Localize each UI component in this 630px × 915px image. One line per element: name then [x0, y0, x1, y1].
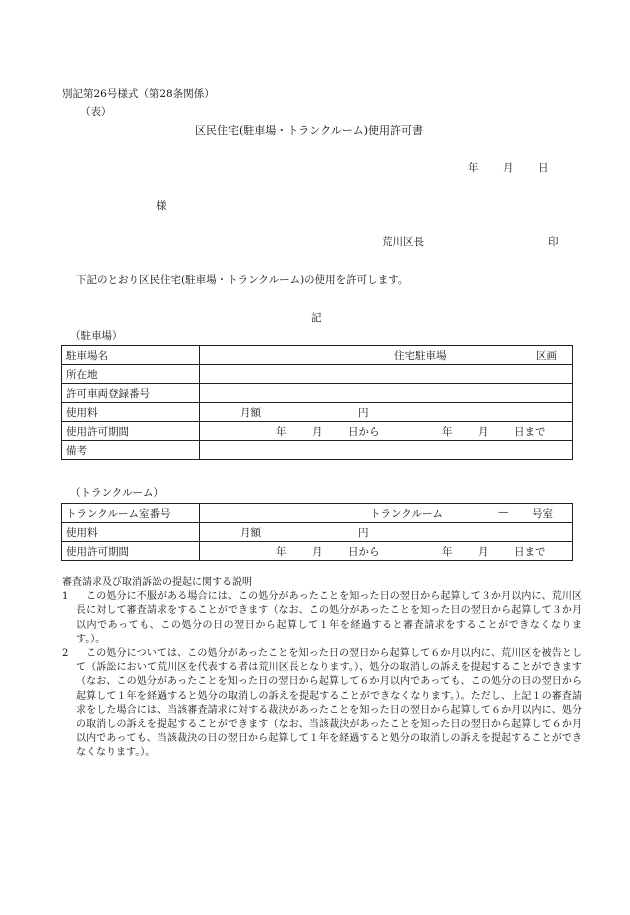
trunk-fee-prefix: 月額	[240, 527, 261, 539]
parking-row-remarks	[62, 441, 573, 460]
trunk-period-end-day: 日まで	[514, 546, 546, 558]
parking-fee-prefix: 月額	[240, 407, 261, 419]
parking-fee-value[interactable]	[200, 403, 573, 422]
parking-remarks-value[interactable]	[200, 441, 573, 460]
parking-space-suffix: 区画	[536, 350, 557, 362]
parking-row-period	[62, 422, 573, 441]
trunk-room-dash: —	[498, 506, 509, 518]
page-title: 区民住宅(駐車場・トランクルーム)使用許可書	[195, 124, 424, 137]
parking-name-value[interactable]	[200, 346, 573, 365]
trunk-room-value[interactable]	[200, 504, 573, 523]
trunk-period-value[interactable]	[200, 542, 573, 561]
notes-item-number: 2	[62, 648, 69, 660]
parking-name-label: 駐車場名	[62, 346, 200, 365]
intro-statement: 下記のとおり区民住宅(駐車場・トランクルーム)の使用を許可します。	[76, 274, 409, 286]
parking-period-start-year: 年	[276, 426, 287, 438]
notes-item	[62, 647, 582, 761]
parking-row-name	[62, 346, 573, 365]
trunk-table	[61, 503, 573, 561]
parking-period-value[interactable]	[200, 422, 573, 441]
trunk-row-fee	[62, 523, 573, 542]
parking-name-suffix: 住宅駐車場	[394, 350, 447, 362]
trunk-room-mid: トランクルーム	[370, 508, 443, 520]
parking-remarks-label: 備考	[62, 441, 200, 460]
parking-address-label: 所在地	[62, 365, 200, 384]
date-month-label: 月	[503, 162, 514, 174]
trunk-period-end-month: 月	[478, 546, 489, 558]
trunk-period-start-month: 月	[312, 546, 323, 558]
parking-period-label: 使用許可期間	[62, 422, 200, 441]
trunk-row-period	[62, 542, 573, 561]
notes-heading: 審査請求及び取消訴訟の提起に関する説明	[62, 577, 252, 588]
notes-item-text: この処分については、この処分があったことを知った日の翌日から起算して６か月以内に、荒川区を被告として（訴訟において荒川区を代表する者は荒川区長となります。）、処分の取消しの訴えを提起することができます（なお、この処分があったことを知った日の翌日から起算して６か月以内であっても、この処分の日の翌日から起算して１年を経過すると処分の取消しの訴えを提起することができなくなります。）。ただし、上記１の審査請求をした場合には、当該審査請求に対する裁決があったことを知った日の翌日から起算して６か月以内に、処分の取消しの訴えを提起することができます（なお、当該裁決があったことを知った日の翌日から起算して６か月以内であっても、当該裁決の日の翌日から起算して１年を経過すると処分の取消しの訴えを提起することができなくなります。）。	[76, 648, 582, 759]
parking-period-start-day: 日から	[348, 426, 380, 438]
trunk-room-label: トランクルーム室番号	[62, 504, 200, 523]
trunk-period-start-day: 日から	[348, 546, 380, 558]
trunk-period-end-year: 年	[442, 546, 453, 558]
seal-mark: 印	[548, 236, 559, 248]
parking-period-start-month: 月	[312, 426, 323, 438]
date-day-label: 日	[538, 162, 549, 174]
page-side-label: （表）	[80, 106, 112, 118]
ki-heading: 記	[311, 312, 322, 324]
notes-item	[62, 590, 582, 647]
notes-item-text: この処分に不服がある場合には、この処分があったことを知った日の翌日から起算して３か月以内に、荒川区長に対して審査請求をすることができます（なお、この処分があったことを知った日の翌日から起算して３か月以内であっても、この処分の日の翌日から起算して１年を経過すると審査請求をすることができなくなります。）。	[76, 591, 582, 645]
parking-fee-label: 使用料	[62, 403, 200, 422]
notes-item-number: 1	[62, 591, 69, 603]
parking-row-address	[62, 365, 573, 384]
parking-fee-unit: 円	[358, 407, 369, 419]
parking-vehicle-label: 許可車両登録番号	[62, 384, 200, 403]
trunk-fee-unit: 円	[358, 527, 369, 539]
trunk-fee-value[interactable]	[200, 523, 573, 542]
parking-period-end-year: 年	[442, 426, 453, 438]
parking-period-end-month: 月	[478, 426, 489, 438]
parking-period-end-day: 日まで	[514, 426, 546, 438]
date-year-label: 年	[468, 162, 479, 174]
parking-section-label: （駐車場）	[70, 330, 123, 342]
trunk-period-label: 使用許可期間	[62, 542, 200, 561]
trunk-section-label: （トランクルーム）	[70, 487, 164, 499]
appeal-notes	[62, 576, 582, 761]
issuer-name: 荒川区長	[382, 236, 424, 248]
parking-table	[61, 345, 573, 460]
parking-address-value[interactable]	[200, 365, 573, 384]
trunk-room-suffix: 号室	[532, 508, 553, 520]
trunk-fee-label: 使用料	[62, 523, 200, 542]
trunk-period-start-year: 年	[276, 546, 287, 558]
recipient-suffix: 様	[156, 200, 167, 212]
parking-row-fee	[62, 403, 573, 422]
parking-vehicle-value[interactable]	[200, 384, 573, 403]
trunk-row-room	[62, 504, 573, 523]
form-number: 別記第26号様式（第28条関係）	[62, 88, 215, 100]
parking-row-vehicle	[62, 384, 573, 403]
